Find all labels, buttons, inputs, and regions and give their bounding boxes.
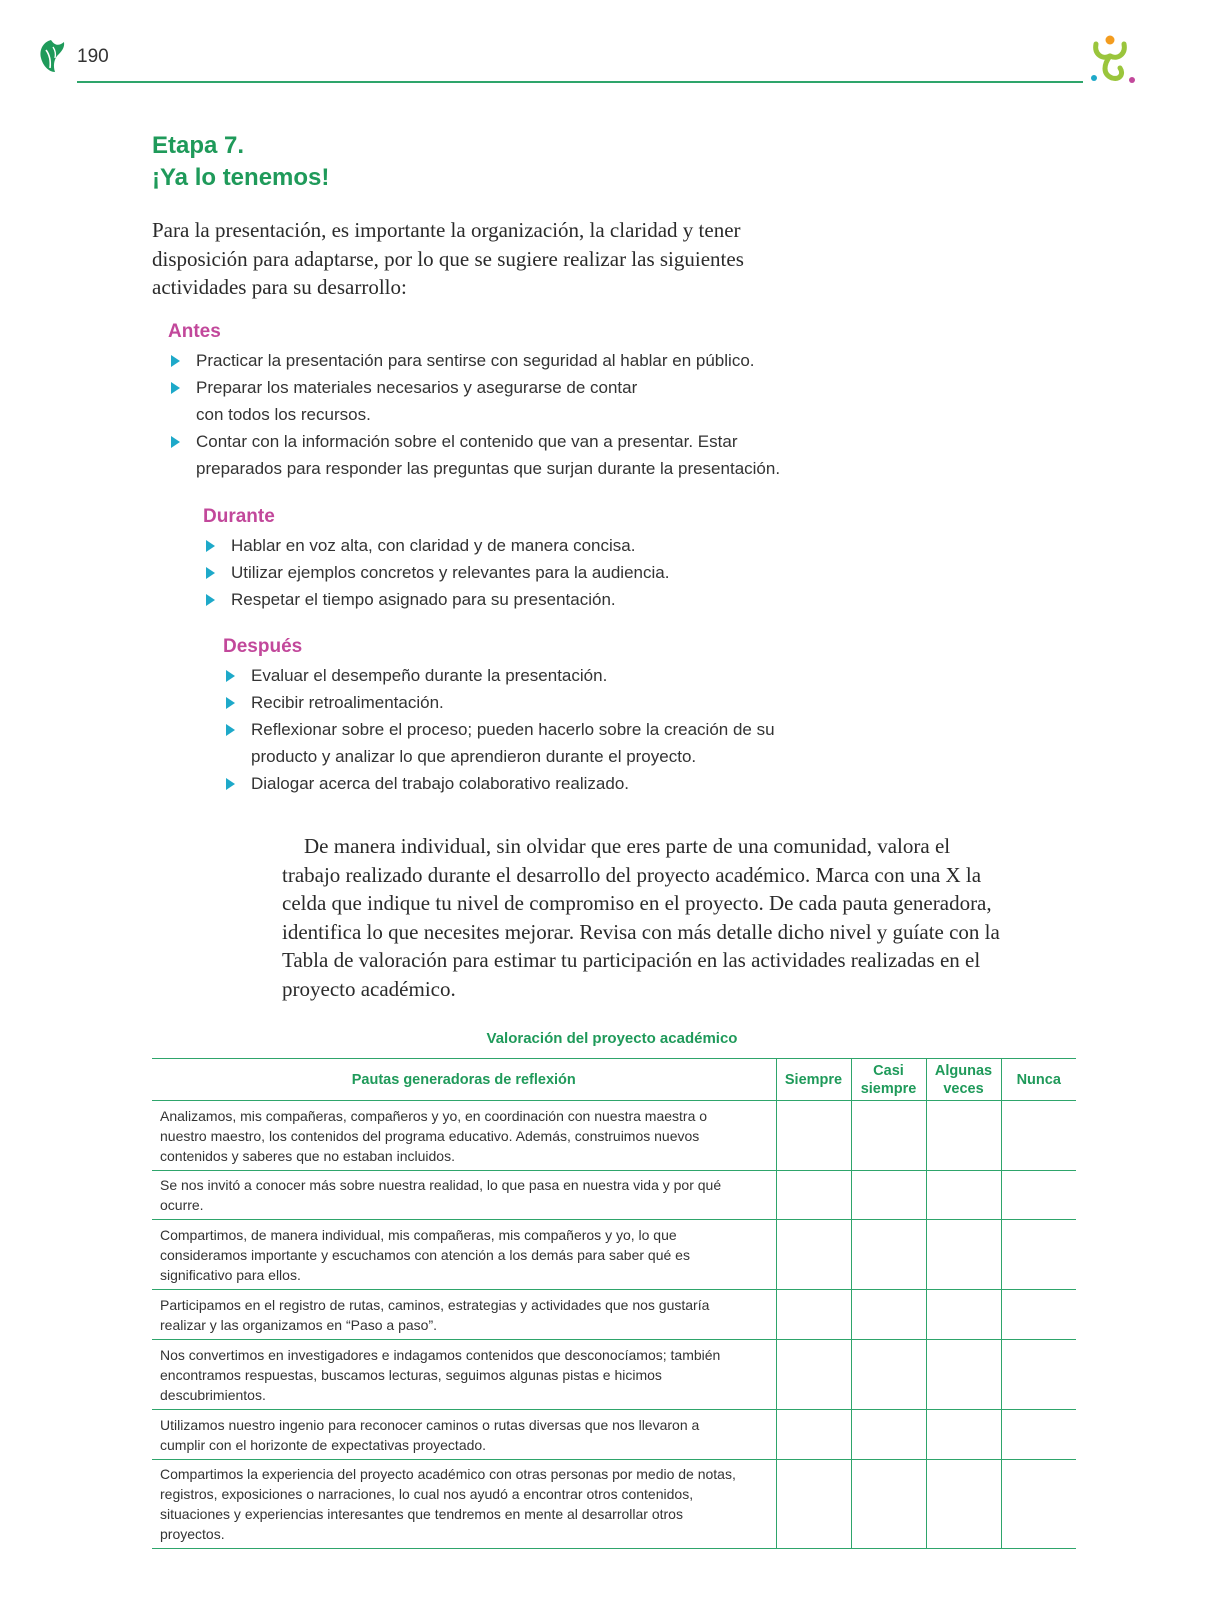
stage-title: Etapa 7.	[152, 132, 245, 159]
cell-nunca[interactable]	[1001, 1290, 1076, 1340]
cell-siempre[interactable]	[776, 1290, 851, 1340]
header-algunas-veces: Algunas veces	[926, 1059, 1001, 1101]
cell-siempre[interactable]	[776, 1101, 851, 1171]
table-row	[152, 1101, 1076, 1171]
table-header-row	[152, 1059, 1076, 1101]
cell-casi-siempre[interactable]	[851, 1410, 926, 1460]
cell-casi-siempre[interactable]	[851, 1220, 926, 1290]
section-heading: Después	[223, 636, 303, 657]
list-item: Preparar los materiales necesarios y asegurarse de contar con todos los recursos.	[168, 374, 828, 428]
list-item: Respetar el tiempo asignado para su presentación.	[203, 586, 803, 613]
list-item: Recibir retroalimentación.	[223, 689, 783, 716]
bullet-arrow-icon	[206, 567, 215, 579]
cell-algunas-veces[interactable]	[926, 1171, 1001, 1220]
table-row	[152, 1220, 1076, 1290]
bullet-arrow-icon	[171, 382, 180, 394]
pauta-text: Compartimos, de manera individual, mis compañeras, mis compañeros y yo, lo que consideramos importante y escuchamos con atención a los demás para saber qué es significativo para ellos.	[152, 1220, 776, 1290]
cell-siempre[interactable]	[776, 1171, 851, 1220]
list-item: Contar con la información sobre el contenido que van a presentar. Estar preparados para responder las preguntas que surjan durante la presentación.	[168, 428, 828, 482]
list-item: Evaluar el desempeño durante la presentación.	[223, 662, 783, 689]
bullet-arrow-icon	[226, 778, 235, 790]
section-heading: Antes	[168, 321, 221, 342]
list-item: Utilizar ejemplos concretos y relevantes para la audiencia.	[203, 559, 803, 586]
pauta-text: Compartimos la experiencia del proyecto académico con otras personas por medio de notas, registros, exposiciones o narraciones, lo cual nos ayudó a encontrar otros contenidos, situaciones y experiencias interesantes que tendremos en mente al desarrollar otros proyectos.	[152, 1460, 776, 1549]
leaf-logo-icon	[37, 38, 67, 74]
pauta-text: Analizamos, mis compañeras, compañeros y yo, en coordinación con nuestra maestra o nuestro maestro, los contenidos del programa educativo. Además, construimos nuevos contenidos y saberes que no estaban incluidos.	[152, 1101, 776, 1171]
cell-algunas-veces[interactable]	[926, 1220, 1001, 1290]
list-item: Hablar en voz alta, con claridad y de manera concisa.	[203, 532, 803, 559]
header-nunca: Nunca	[1001, 1059, 1076, 1101]
header-pautas: Pautas generadoras de reflexión	[152, 1059, 776, 1101]
section-heading: Durante	[203, 506, 275, 527]
list-item: Dialogar acerca del trabajo colaborativo realizado.	[223, 770, 783, 797]
evaluation-table	[152, 1058, 1076, 1549]
header-siempre: Siempre	[776, 1059, 851, 1101]
cell-casi-siempre[interactable]	[851, 1460, 926, 1549]
cell-algunas-veces[interactable]	[926, 1340, 1001, 1410]
cell-algunas-veces[interactable]	[926, 1460, 1001, 1549]
table-row	[152, 1290, 1076, 1340]
cell-algunas-veces[interactable]	[926, 1290, 1001, 1340]
cell-casi-siempre[interactable]	[851, 1101, 926, 1171]
cell-siempre[interactable]	[776, 1220, 851, 1290]
cell-algunas-veces[interactable]	[926, 1410, 1001, 1460]
section-antes	[168, 321, 828, 482]
cell-casi-siempre[interactable]	[851, 1171, 926, 1220]
cell-nunca[interactable]	[1001, 1410, 1076, 1460]
cell-algunas-veces[interactable]	[926, 1101, 1001, 1171]
instructions-paragraph: De manera individual, sin olvidar que eres parte de una comunidad, valora el trabajo realizado durante el desarrollo del proyecto académico. Marca con una X la celda que indique tu nivel de compromiso en el proyecto. De cada pauta generadora, identifica lo que necesites mejorar. Revisa con más detalle dicho nivel y guíate con la Tabla de valoración para estimar tu participación en las actividades realizadas en el proyecto académico.	[282, 834, 1000, 1001]
cell-casi-siempre[interactable]	[851, 1290, 926, 1340]
cell-siempre[interactable]	[776, 1460, 851, 1549]
bullet-arrow-icon	[171, 436, 180, 448]
table-row	[152, 1460, 1076, 1549]
bullet-arrow-icon	[226, 697, 235, 709]
cell-nunca[interactable]	[1001, 1220, 1076, 1290]
page-number: 190	[77, 46, 109, 67]
intro-paragraph: Para la presentación, es importante la organización, la claridad y tener disposición para adaptarse, por lo que se sugiere realizar las siguientes actividades para su desarrollo:	[152, 218, 744, 299]
list-item: Practicar la presentación para sentirse con seguridad al hablar en público.	[168, 347, 828, 374]
header-casi-siempre: Casi siempre	[851, 1059, 926, 1101]
pauta-text: Participamos en el registro de rutas, caminos, estrategias y actividades que nos gustaría realizar y las organizamos en “Paso a paso”.	[152, 1290, 776, 1340]
table-row	[152, 1410, 1076, 1460]
header-rule	[77, 81, 1083, 83]
section-durante	[203, 506, 803, 613]
bullet-arrow-icon	[206, 540, 215, 552]
pauta-text: Nos convertimos en investigadores e indagamos contenidos que desconocíamos; también encontramos respuestas, buscamos lecturas, seguimos algunas pistas e hicimos descubrimientos.	[152, 1340, 776, 1410]
cell-nunca[interactable]	[1001, 1340, 1076, 1410]
cell-nunca[interactable]	[1001, 1171, 1076, 1220]
cell-siempre[interactable]	[776, 1340, 851, 1410]
bullet-arrow-icon	[206, 594, 215, 606]
bullet-arrow-icon	[226, 724, 235, 736]
cell-siempre[interactable]	[776, 1410, 851, 1460]
stage-subtitle: ¡Ya lo tenemos!	[152, 164, 330, 191]
table-row	[152, 1340, 1076, 1410]
list-item: Reflexionar sobre el proceso; pueden hacerlo sobre la creación de su producto y analizar lo que aprendieron durante el proyecto.	[223, 716, 783, 770]
figure-logo-icon	[1088, 34, 1138, 86]
cell-casi-siempre[interactable]	[851, 1340, 926, 1410]
bullet-arrow-icon	[171, 355, 180, 367]
pauta-text: Utilizamos nuestro ingenio para reconocer caminos o rutas diversas que nos llevaron a cumplir con el horizonte de expectativas proyectado.	[152, 1410, 776, 1460]
cell-nunca[interactable]	[1001, 1101, 1076, 1171]
table-row	[152, 1171, 1076, 1220]
section-despues	[223, 636, 783, 797]
table-title: Valoración del proyecto académico	[486, 1030, 738, 1047]
pauta-text: Se nos invitó a conocer más sobre nuestra realidad, lo que pasa en nuestra vida y por qué ocurre.	[152, 1171, 776, 1220]
cell-nunca[interactable]	[1001, 1460, 1076, 1549]
bullet-arrow-icon	[226, 670, 235, 682]
